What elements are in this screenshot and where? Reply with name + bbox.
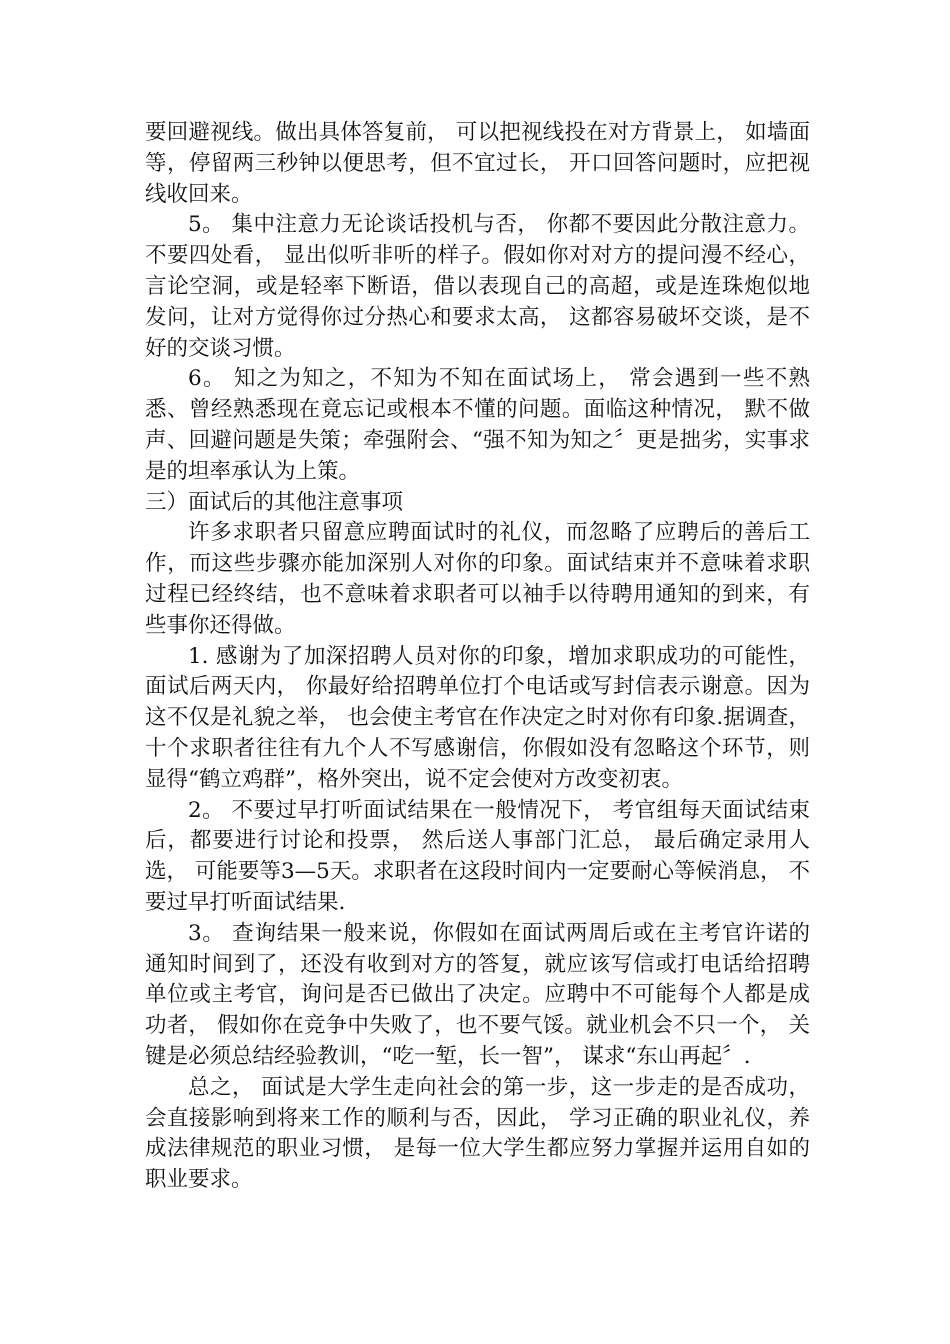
- paragraph-item-3: 3。 查询结果一般来说，你假如在面试两周后或在主考官许诺的通知时间到了，还没有收到对方的答复，就应该写信或打电话给招聘单位或主考官，询问是否已做出了决定。应聘中不可能每个人都是成功者， 假如你在竞争中失败了，也不要气馁。就业机会不只一个， 关键是必须总结经验教训，“吃一堑，长一智”， 谋求“东山再起〞.: [145, 920, 810, 1069]
- paragraph-item-6: 6。 知之为知之，不知为不知在面试场上， 常会遇到一些不熟悉、曾经熟悉现在竟忘记或根本不懂的问题。面临这种情况， 默不做声、回避问题是失策；牵强附会、“强不知为知之〞更是拙劣，实事求是的坦率承认为上策。: [145, 366, 810, 484]
- paragraph-item-1: 1. 感谢为了加深招聘人员对你的印象，增加求职成功的可能性， 面试后两天内， 你最好给招聘单位打个电话或写封信表示谢意。因为这不仅是礼貌之举， 也会使主考官在作决定之时对你有印象.据调查， 十个求职者往往有九个人不写感谢信，你假如没有忽略这个环节，则显得“鹤立鸡群”，格外突出，说不定会使对方改变初衷。: [145, 643, 810, 792]
- section-heading: 三）面试后的其他注意事项: [145, 489, 404, 515]
- paragraph-section-intro: 许多求职者只留意应聘面试时的礼仪，而忽略了应聘后的善后工作，而这些步骤亦能加深别人对你的印象。面试结束并不意味着求职过程已经终结，也不意味着求职者可以袖手以待聘用通知的到来，有些事你还得做。: [145, 520, 810, 638]
- paragraph-item-2: 2。 不要过早打听面试结果在一般情况下， 考官组每天面试结束后，都要进行讨论和投票， 然后送人事部门汇总， 最后确定录用人选， 可能要等3—5天。求职者在这段时间内一定要耐心等候消息， 不要过早打听面试结果.: [145, 797, 810, 915]
- document-body: [145, 118, 810, 1196]
- paragraph-item-5: 5。 集中注意力无论谈话投机与否， 你都不要因此分散注意力。不要四处看， 显出似听非听的样子。假如你对对方的提问漫不经心， 言论空洞，或是轻率下断语，借以表现自己的高超，或是连珠炮似地发问，让对方觉得你过分热心和要求太高， 这都容易破坏交谈，是不好的交谈习惯。: [145, 212, 810, 361]
- paragraph-conclusion: 总之， 面试是大学生走向社会的第一步，这一步走的是否成功， 会直接影响到将来工作的顺利与否，因此， 学习正确的职业礼仪，养成法律规范的职业习惯， 是每一位大学生都应努力掌握并运用自如的职业要求。: [145, 1074, 810, 1193]
- paragraph-continuation: 要回避视线。做出具体答复前， 可以把视线投在对方背景上， 如墙面等，停留两三秒钟以便思考，但不宜过长， 开口回答问题时，应把视线收回来。: [145, 120, 810, 207]
